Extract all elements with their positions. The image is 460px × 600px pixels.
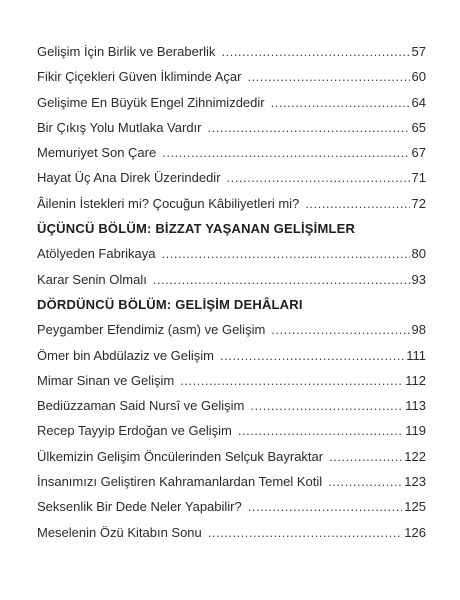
- table-of-contents: [37, 44, 426, 550]
- toc-leader-dots: [227, 170, 410, 185]
- toc-entry: [37, 170, 426, 195]
- section-heading-3: ÜÇÜNCÜ BÖLÜM: BİZZAT YAŞANAN GELİŞİMLER: [37, 221, 356, 237]
- toc-entry: [37, 348, 426, 373]
- section-heading-4: DÖRDÜNCÜ BÖLÜM: GELİŞİM DEHÂLARI: [37, 296, 303, 312]
- toc-entry-title: Seksenlik Bir Dede Neler Yapabilir?: [37, 499, 242, 515]
- toc-leader-dots: [208, 120, 410, 135]
- toc-entry-page: 57: [411, 44, 426, 59]
- toc-leader-dots: [305, 196, 409, 211]
- toc-entry-page: 71: [411, 170, 426, 186]
- toc-entry-title: Memuriyet Son Çare: [37, 145, 157, 161]
- toc-entry: [37, 499, 426, 524]
- toc-entry-page: 122: [404, 448, 426, 464]
- toc-entry-title: Meselenin Özü Kitabın Sonu: [37, 524, 202, 540]
- toc-entry-title: Mimar Sinan ve Gelişim: [37, 372, 175, 388]
- toc-entry-title: Gelişim İçin Birlik ve Beraberlik: [37, 44, 216, 59]
- toc-entry-page: 125: [404, 499, 426, 515]
- toc-entry-title: Karar Senin Olmalı: [37, 271, 147, 287]
- toc-entry-title: Ömer bin Abdülaziz ve Gelişim: [37, 347, 215, 363]
- toc-entry: [37, 373, 426, 398]
- toc-entry-title: Fikir Çiçekleri Güven İkliminde Açar: [37, 69, 242, 85]
- toc-entry-title: Peygamber Efendimiz (asm) ve Gelişim: [37, 322, 266, 338]
- toc-entry: [37, 398, 426, 423]
- toc-entry-title: Bediüzzaman Said Nursî ve Gelişim: [37, 398, 245, 414]
- toc-entry-page: 111: [406, 347, 426, 363]
- toc-entry-page: 93: [411, 271, 426, 287]
- toc-entry: [37, 322, 426, 347]
- toc-leader-dots: [153, 272, 410, 287]
- toc-leader-dots: [180, 373, 403, 388]
- toc-entry-title: Gelişime En Büyük Engel Zihnimizdedir: [37, 94, 265, 110]
- toc-entry: [37, 423, 426, 448]
- toc-entry-page: 64: [411, 94, 426, 110]
- toc-entry: [37, 145, 426, 170]
- toc-entry: [37, 246, 426, 271]
- toc-entry: [37, 69, 426, 94]
- toc-entry-title: Âilenin İstekleri mi? Çocuğun Kâbiliyetleri mi?: [37, 195, 300, 211]
- toc-entry-title: Bir Çıkış Yolu Mutlaka Vardır: [37, 119, 202, 135]
- toc-entry-page: 112: [405, 372, 426, 388]
- toc-entry: [37, 272, 426, 297]
- toc-entry-title: Ülkemizin Gelişim Öncülerinden Selçuk Bayraktar: [37, 448, 324, 464]
- toc-entry-title: Atölyeden Fabrikaya: [37, 246, 156, 262]
- toc-entry-page: 126: [404, 524, 426, 540]
- toc-entry-title: İnsanımızı Geliştiren Kahramanlardan Temel Kotil: [37, 474, 323, 490]
- toc-entry-page: 65: [411, 119, 426, 135]
- toc-leader-dots: [238, 423, 403, 438]
- toc-leader-dots: [162, 145, 409, 160]
- toc-entry-page: 60: [411, 69, 426, 85]
- toc-leader-dots: [271, 322, 409, 337]
- toc-entry-page: 80: [411, 246, 426, 262]
- toc-leader-dots: [271, 95, 410, 110]
- toc-entry-page: 119: [405, 423, 426, 439]
- toc-leader-dots: [329, 449, 402, 464]
- toc-leader-dots: [247, 69, 409, 84]
- toc-entry: [37, 120, 426, 145]
- toc-leader-dots: [208, 525, 403, 540]
- toc-entry: [37, 44, 426, 69]
- toc-entry: [37, 196, 426, 221]
- toc-entry: [37, 449, 426, 474]
- toc-entry-page: 123: [404, 474, 426, 490]
- toc-entry-page: 113: [405, 398, 426, 414]
- toc-leader-dots: [250, 398, 403, 413]
- toc-leader-dots: [221, 44, 409, 59]
- toc-entry-page: 67: [411, 145, 426, 161]
- toc-entry-title: Recep Tayyip Erdoğan ve Gelişim: [37, 423, 232, 439]
- toc-entry: [37, 525, 426, 550]
- toc-entry: [37, 474, 426, 499]
- toc-entry-title: Hayat Üç Ana Direk Üzerindedir: [37, 170, 221, 186]
- toc-leader-dots: [248, 499, 403, 514]
- toc-entry-page: 72: [411, 195, 426, 211]
- toc-entry-page: 98: [411, 322, 426, 338]
- toc-leader-dots: [328, 474, 402, 489]
- toc-leader-dots: [220, 348, 404, 363]
- toc-leader-dots: [162, 246, 410, 261]
- toc-entry: [37, 95, 426, 120]
